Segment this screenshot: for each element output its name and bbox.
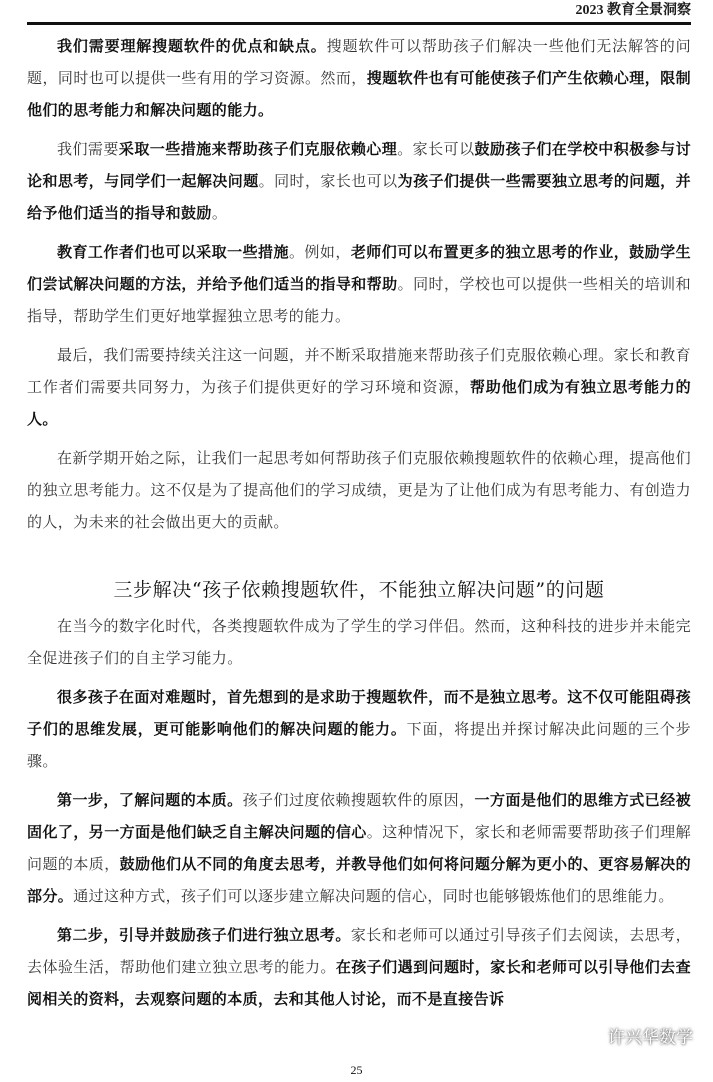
bold-text-run: 搜题软件也有可能使孩子们产生依赖心理，限制他们的思考能力和解决问题的能力。 <box>27 69 692 119</box>
body-paragraph <box>27 610 691 674</box>
bold-text-run: 第一步，了解问题的本质。 <box>57 791 243 809</box>
page-number: 25 <box>350 1063 363 1077</box>
text-run: 。家长可以 <box>397 140 475 158</box>
wechat-icon <box>576 1026 602 1046</box>
text-run: 在新学期开始之际，让我们一起思考如何帮助孩子们克服依赖搜题软件的依赖心理，提高他们的独立思考能力。这不仅是为了提高他们的学习成绩，更是为了让他们成为有思考能力、有创造力的人，为未来的社会做出更大的贡献。 <box>27 449 691 531</box>
text-run: 。同时，学校也可以提供一些相关的培训和指导，帮助学生们更好地掌握独立思考的能力。 <box>27 275 691 325</box>
text-run: 。这种情况下，家长和老师需要帮助孩子们理解问题的本质， <box>27 823 692 873</box>
text-run: 。同时，家长也可以 <box>258 172 398 190</box>
text-run: 最后，我们需要持续关注这一问题，并不断采取措施来帮助孩子们克服依赖心理。家长和教育工作者们需要共同努力，为孩子们提供更好的学习环境和资源， <box>27 346 691 396</box>
bold-text-run: 鼓励孩子们在学校中积极参与讨论和思考，与同学们一起解决问题 <box>27 140 691 190</box>
body-paragraph <box>27 30 691 126</box>
text-run: 家长和老师可以通过引导孩子们去阅读，去思考，去体验生活，帮助他们建立独立思考的能力。 <box>27 926 691 976</box>
body-paragraph <box>27 442 691 538</box>
bold-text-run: 很多孩子在面对难题时，首先想到的是求助于搜题软件，而不是独立思考。这不仅可能阻碍孩子们的思维发展，更可能影响他们的解决问题的能力。 <box>27 688 691 738</box>
bold-text-run: 为孩子们提供一些需要独立思考的问题，并给予他们适当的指导和鼓励 <box>27 172 691 222</box>
body-paragraph <box>27 784 691 912</box>
body-paragraph <box>27 339 691 435</box>
bold-text-run: 老师们可以布置更多的独立思考的作业，鼓励学生们尝试解决问题的方法，并给予他们适当的指导和帮助 <box>27 243 691 293</box>
body-paragraph <box>27 236 691 332</box>
bold-text-run: 第二步，引导并鼓励孩子们进行独立思考。 <box>57 926 351 944</box>
header-rule <box>27 22 691 25</box>
bold-text-run: 教育工作者们也可以采取一些措施 <box>57 243 289 261</box>
text-run: 孩子们过度依赖搜题软件的原因， <box>242 791 475 809</box>
watermark-text: 许兴华数学 <box>608 1028 693 1048</box>
bold-text-run: 鼓励他们从不同的角度去思考，并教导他们如何将问题分解为更小的、更容易解决的部分。 <box>27 855 691 905</box>
bold-text-run: 在孩子们遇到问题时，家长和老师可以引导他们去查阅相关的资料，去观察问题的本质，去和其他人讨论，而不是直接告诉 <box>27 958 691 1008</box>
text-run: 。例如， <box>288 243 351 261</box>
bold-text-run: 帮助他们成为有独立思考能力的人。 <box>27 378 692 428</box>
article-body <box>27 30 691 1022</box>
text-run: 在当今的数字化时代，各类搜题软件成为了学生的学习伴侣。然而，这种科技的进步并未能完全促进孩子们的自主学习能力。 <box>27 617 691 667</box>
section-title: 三步解决“孩子依赖搜题软件，不能独立解决问题”的问题 <box>113 579 605 601</box>
text-run: 。 <box>211 204 228 222</box>
body-paragraph <box>27 681 691 777</box>
body-paragraph <box>27 919 691 1015</box>
text-run: 搜题软件可以帮助孩子们解决一些他们无法解答的问题，同时也可以提供一些有用的学习资源。然而， <box>27 37 692 87</box>
bold-text-run: 一方面是他们的思维方式已经被固化了，另一方面是他们缺乏自主解决问题的信心 <box>27 791 691 841</box>
body-paragraph <box>27 133 691 229</box>
text-run: 我们需要 <box>57 140 119 158</box>
text-run: 下面，将提出并探讨解决此问题的三个步骤。 <box>27 720 692 770</box>
bold-text-run: 采取一些措施来帮助孩子们克服依赖心理 <box>118 140 398 158</box>
running-header: 2023 教育全景洞察 <box>575 3 691 18</box>
section-paragraphs <box>27 610 691 1015</box>
watermark <box>576 1023 693 1048</box>
text-run: 通过这种方式，孩子们可以逐步建立解决问题的信心，同时也能够锻炼他们的思维能力。 <box>73 887 674 905</box>
bold-text-run: 我们需要理解搜题软件的优点和缺点。 <box>57 37 327 55</box>
intro-paragraphs <box>27 30 691 538</box>
